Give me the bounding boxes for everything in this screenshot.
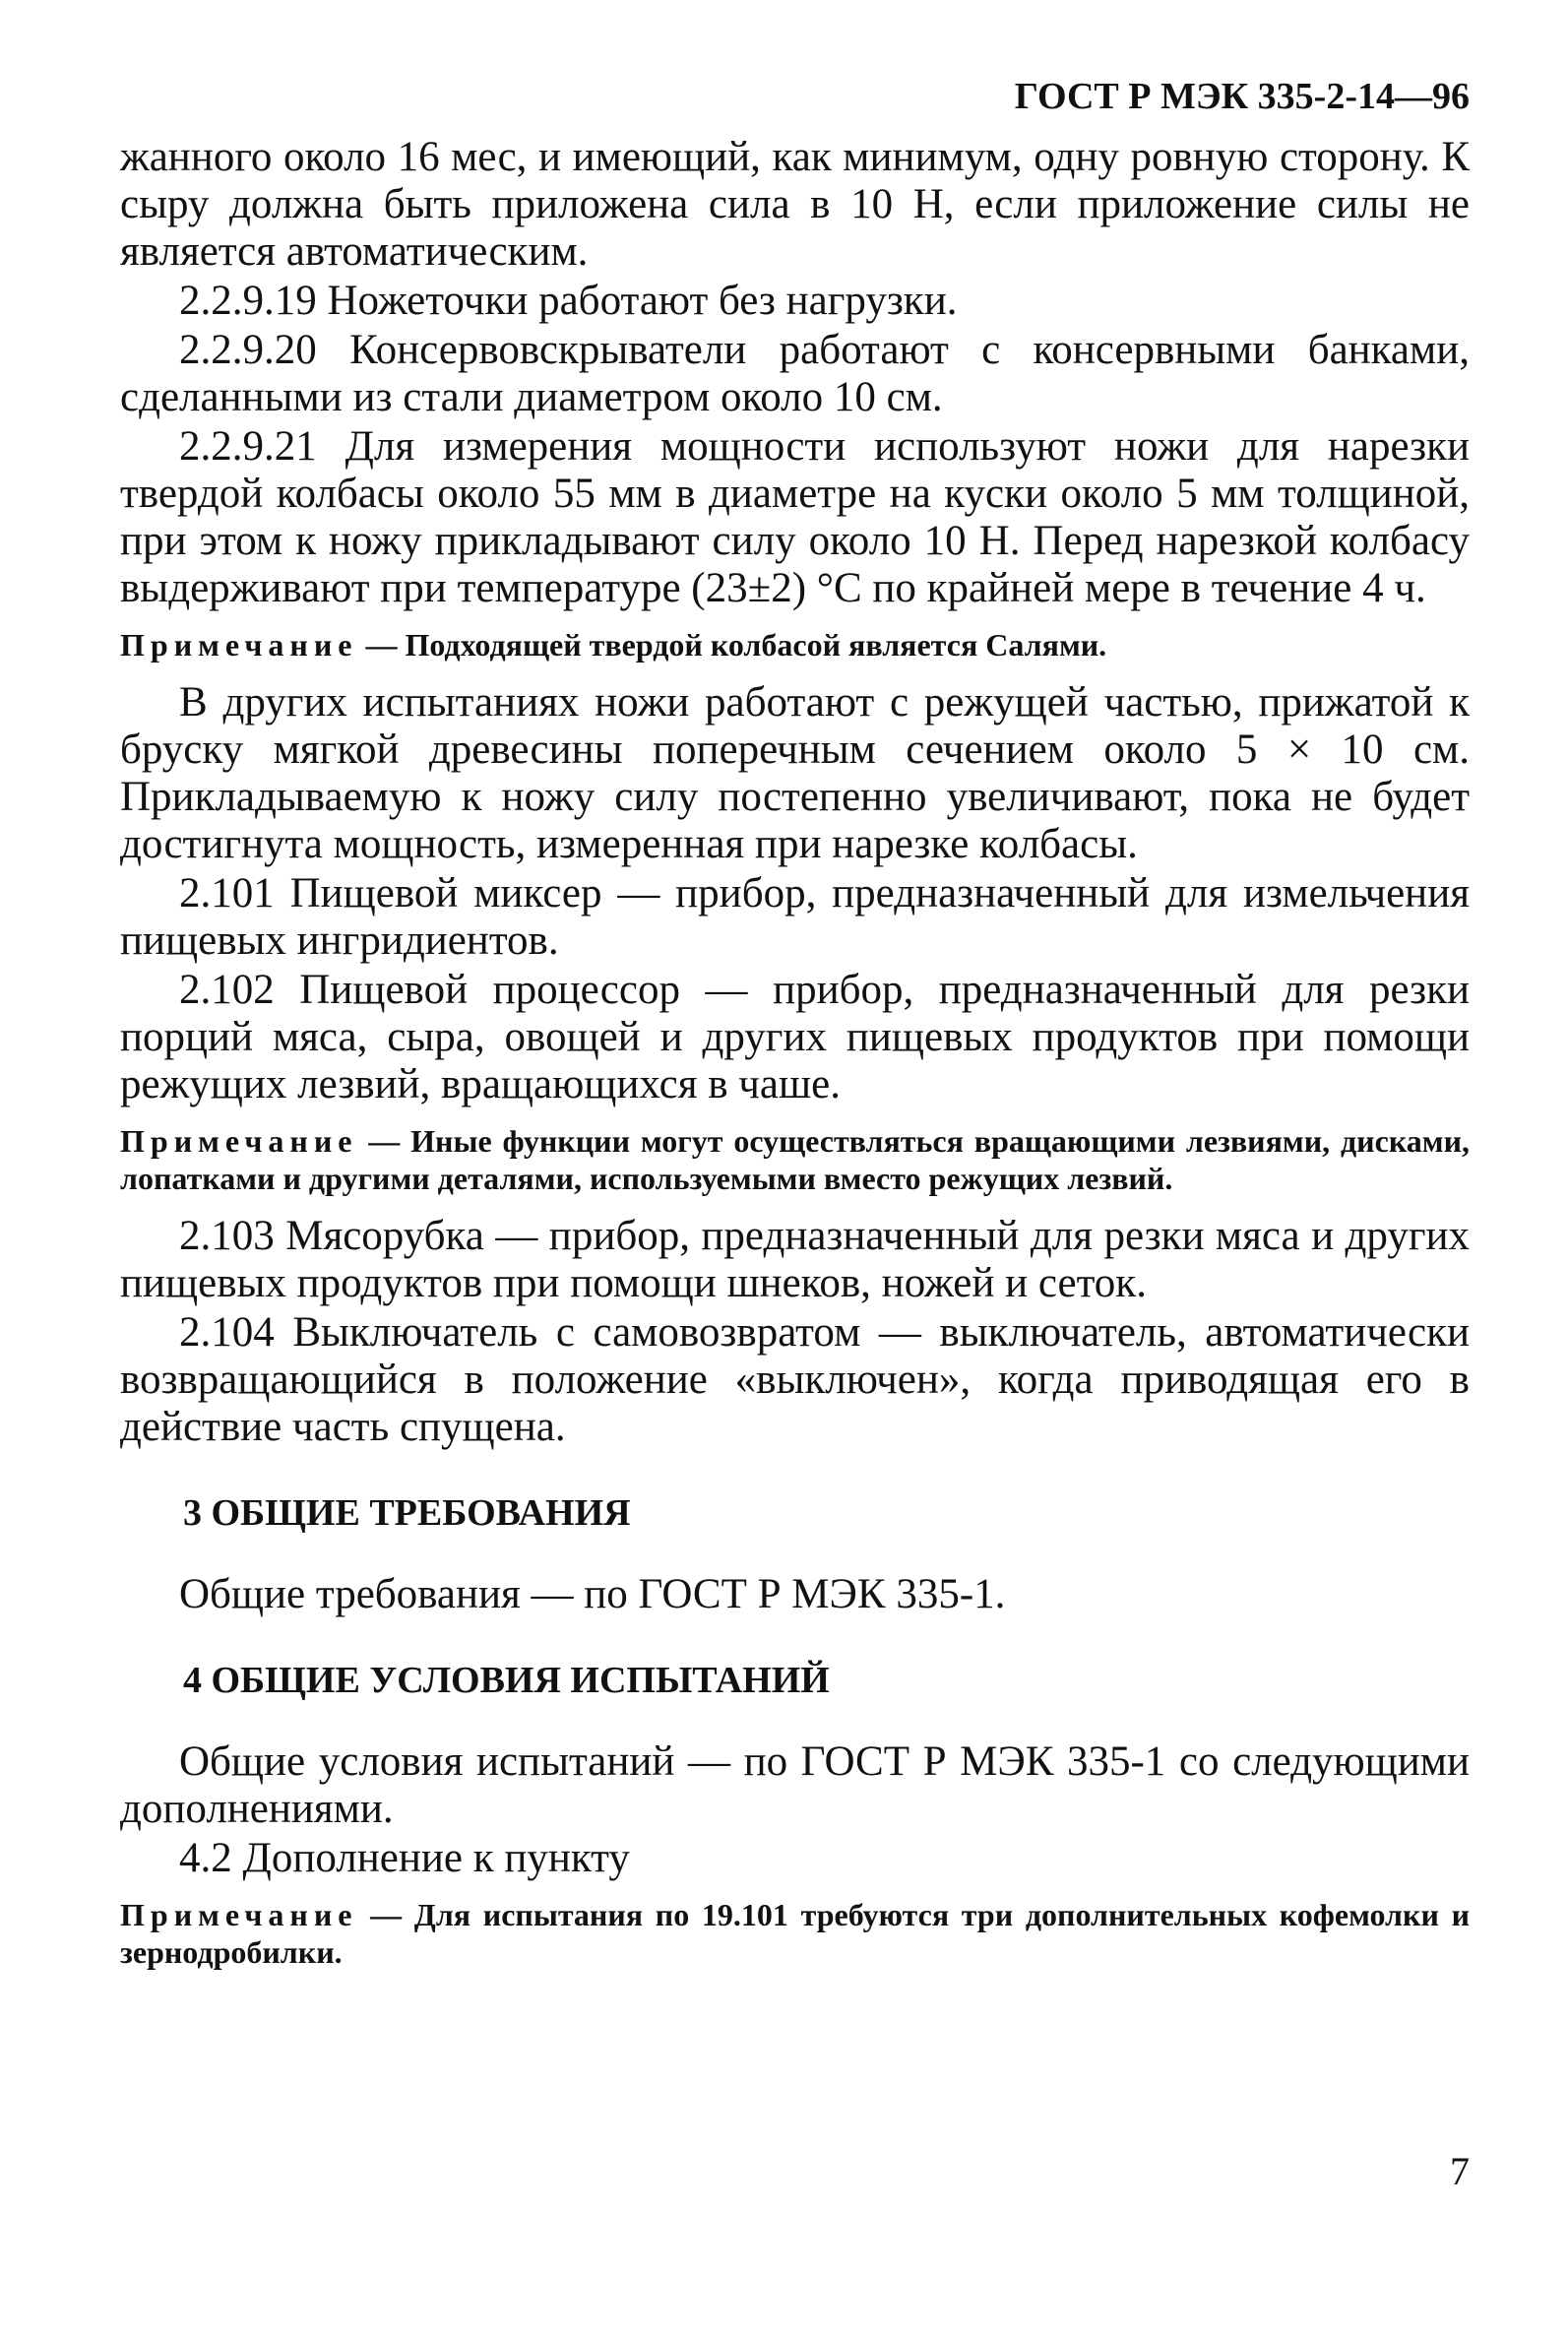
paragraph-2-104: 2.104 Выключатель с самовозвратом — выключатель, автоматически возвращающийся в положение «выключен», когда приводящая его в действие часть спущена. xyxy=(120,1309,1470,1450)
paragraph-continuation: жанного около 16 мес, и имеющий, как минимум, одну ровную сторону. К сыру должна быть приложена сила в 10 Н, если приложение силы не является автоматическим. xyxy=(120,134,1470,275)
paragraph-2-101: 2.101 Пищевой миксер — прибор, предназначенный для измельчения пищевых ингридиентов. xyxy=(120,870,1470,964)
paragraph-other-tests: В других испытаниях ножи работают с режущей частью, прижатой к бруску мягкой древесины поперечным сечением около 5 × 10 см. Прикладываемую к ножу силу постепенно увеличивают, пока не будет достигнута мощность, измеренная при нарезке колбасы. xyxy=(120,679,1470,867)
note-salami xyxy=(120,626,1470,663)
paragraph-4-2: 4.2 Дополнение к пункту xyxy=(179,1835,630,1881)
note-text: — Для испытания по 19.101 требуются три дополнительных кофемолки и зернодробилки. xyxy=(120,1897,1470,1970)
note-other-functions xyxy=(120,1122,1470,1197)
note-label: Примечание xyxy=(120,627,358,663)
paragraph-2-2-9-20: 2.2.9.20 Консервовскрыватели работают с консервными банками, сделанными из стали диаметром около 10 см. xyxy=(120,327,1470,420)
note-text: — Иные функции могут осуществляться вращающими лезвиями, дисками, лопатками и другими деталями, используемыми вместо режущих лезвий. xyxy=(120,1123,1470,1196)
page-number: 7 xyxy=(1450,2149,1470,2193)
note-coffee-grinders xyxy=(120,1896,1470,1971)
section-heading-4: 4 ОБЩИЕ УСЛОВИЯ ИСПЫТАНИЙ xyxy=(183,1660,830,1701)
paragraph-general-test-conditions: Общие условия испытаний — по ГОСТ Р МЭК 335-1 со следующими дополнениями. xyxy=(120,1738,1470,1832)
document-header: ГОСТ Р МЭК 335-2-14—96 xyxy=(1014,76,1470,117)
paragraph-2-103: 2.103 Мясорубка — прибор, предназначенный для резки мяса и других пищевых продуктов при помощи шнеков, ножей и сеток. xyxy=(120,1213,1470,1306)
paragraph-general-requirements: Общие требования — по ГОСТ Р МЭК 335-1. xyxy=(179,1571,1006,1617)
note-text: — Подходящей твердой колбасой является Салями. xyxy=(357,627,1107,663)
paragraph-2-2-9-19: 2.2.9.19 Ножеточки работают без нагрузки. xyxy=(179,278,958,324)
paragraph-2-2-9-21: 2.2.9.21 Для измерения мощности используют ножи для нарезки твердой колбасы около 55 мм в диаметре на куски около 5 мм толщиной, при этом к ножу прикладывают силу около 10 Н. Перед нарезкой колбасу выдерживают при температуре (23±2) °С по крайней мере в течение 4 ч. xyxy=(120,423,1470,611)
note-label: Примечание xyxy=(120,1123,358,1159)
note-label: Примечание xyxy=(120,1897,358,1932)
section-heading-3: 3 ОБЩИЕ ТРЕБОВАНИЯ xyxy=(183,1492,631,1534)
paragraph-2-102: 2.102 Пищевой процессор — прибор, предназначенный для резки порций мяса, сыра, овощей и других пищевых продуктов при помощи режущих лезвий, вращающихся в чаше. xyxy=(120,967,1470,1107)
